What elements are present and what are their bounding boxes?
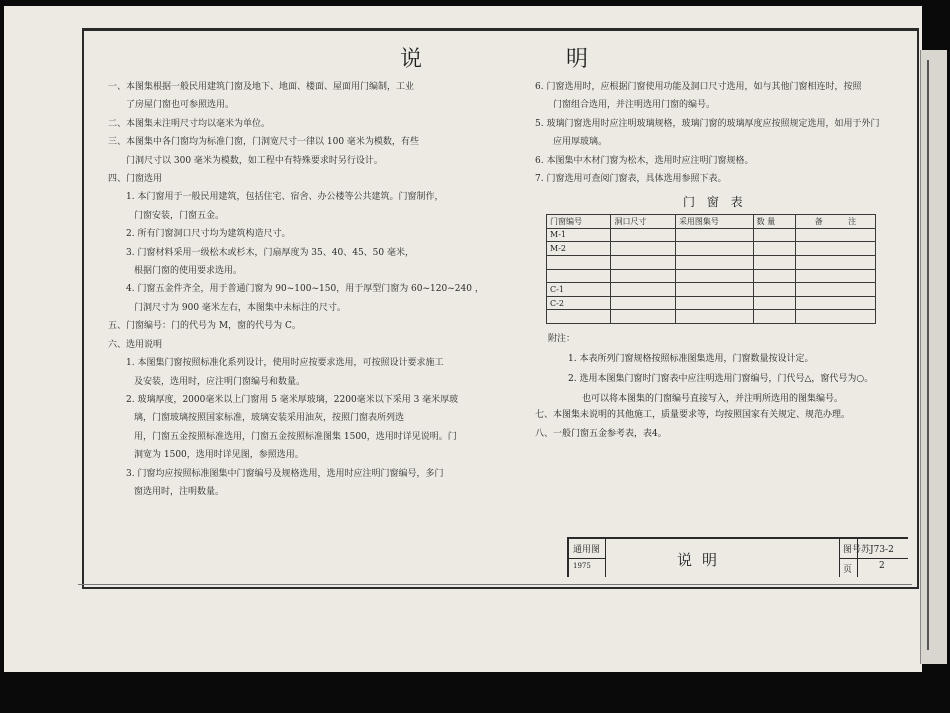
table-notes: 附注： 1. 本表所列门窗规格按照标准图集选用，门窗数量按设计定。 2. 选用本图集门窗时门窗表中应注明选用门窗编号，门代号△，窗代号为○。 也可以将本图集的门窗编号直接写入，并注明所选用的图集编号。 [548,334,874,404]
left-column-text: 一、本图集根据一般民用建筑门窗及地下、地面、楼面、屋面用门编制，工业 了房屋门窗也可参照选用。 二、本图集未注明尺寸均以毫米为单位。 三、本图集中各门窗均为标准门窗，门洞宽尺寸一律以 100 毫米为模数，有些 门洞尺寸以 300 毫米为模数，如工程中有特殊要求时另行设计。 四、门窗选用 1. 本门窗用于一般民用建筑，包括住宅、宿舍、办公楼等公共建筑。门窗制作， 门窗安装，门窗五金。 2. 所有门窗洞口尺寸均为建筑构造尺寸。 3. 门窗材料采用一级松木或杉木，门扇厚度为 35、40、45、50 毫米， 根据门窗的使用要求选用。 4. 门窗五金件齐全，用于普通门窗为 90~100~150，用于厚型门窗为 60~120~240 ， 门洞尺寸为 900 毫米左右，本图集中未标注的尺寸。 五、门窗编号：门的代号为 M，窗的代号为 C。 六、选用说明 1. 本图集门窗按照标准化系列设计，使用时应按要求选用，可按照设计要求施工 及安装，选用时，应注明门窗编号和数量。 2. 玻璃厚度，2000毫米以上门窗用 5 毫米厚玻璃，2200毫米以下采用 3 毫米厚玻 璃，门窗玻璃按照国家标准，玻璃安装采用油灰，按照门窗表所列选 用，门窗五金按照标准选用，门窗五金按照标准图集 1500，选用时详见说明。门 洞宽为 1500，选用时详见图，参照选用。 3. 门窗均应按照标准图集中门窗编号及规格选用，选用时应注明门窗编号，多门 窗选用时，注明数量。 [108,82,484,497]
page-number: 2 [879,561,885,571]
page-title: 说 明 [400,47,590,72]
door-table-title: 门 窗 表 [683,195,747,209]
adjacent-page-edge [920,50,947,664]
table-row: C-1 [547,283,876,297]
table-header-row: 门窗编号 洞口尺寸 采用图集号 数 量 备 注 [547,215,876,229]
title-block-name: 说明 [677,551,728,569]
right-column-text: 6. 门窗选用时，应根据门窗使用功能及洞口尺寸选用，如与其他门窗相连时，按照 门窗组合选用，并注明选用门窗的编号。 5. 玻璃门窗选用时应注明玻璃规格，玻璃门窗的玻璃厚度应按照规定选用，如用于外门 应用厚玻璃。 6. 本图集中木材门窗为松木，选用时应注明门窗规格。 7. 门窗选用可查阅门窗表，具体选用参照下表。 [535,82,880,185]
table-row [547,255,876,269]
table-row: M-1 [547,228,876,242]
table-row: C-2 [547,296,876,310]
sheet-bottom-line [78,584,912,585]
table-row: M-2 [547,242,876,256]
title-block: 通用图 1975 说明 图号 苏J73-2 页 2 [567,537,908,577]
table-row [547,269,876,283]
door-window-table [546,214,876,324]
drawing-number: 苏J73-2 [861,545,894,555]
table-row [547,310,876,324]
extra-notes: 七、本图集未说明的其他施工，质量要求等，均按照国家有关规定、规范办理。 八、一般门窗五金参考表，表4。 [535,410,851,439]
